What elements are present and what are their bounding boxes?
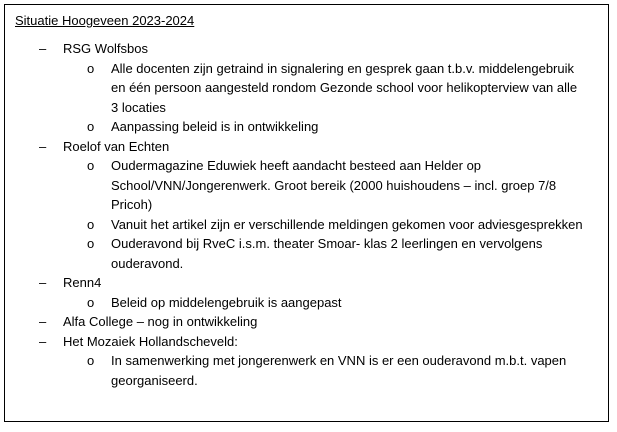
list-item-school <box>5 39 610 59</box>
school-list <box>5 39 610 390</box>
subitem-text: Beleid op middelengebruik is aangepast <box>111 294 342 310</box>
subitem-text: 3 locaties <box>111 99 166 115</box>
list-subitem <box>5 59 578 118</box>
dash-bullet: – <box>39 333 47 349</box>
dash-bullet: – <box>39 41 47 56</box>
text-box <box>4 4 609 422</box>
school-name: RSG Wolfsbos <box>63 41 149 56</box>
list-item-school <box>5 312 610 332</box>
circle-bullet: o <box>87 236 95 251</box>
list-subitem <box>5 293 499 313</box>
list-item-school <box>5 332 610 352</box>
list-subitem <box>5 215 583 235</box>
circle-bullet: o <box>87 60 95 76</box>
subitem-text: Oudermagazine Eduwiek heeft aandacht besteed aan Helder op <box>111 158 482 173</box>
circle-bullet: o <box>87 119 95 134</box>
dash-bullet: – <box>39 138 47 154</box>
subitem-text: Alle docenten zijn getraind in signalering en gesprek gaan t.b.v. middelengebruik <box>111 60 574 76</box>
subitem-text: Vanuit het artikel zijn er verschillende meldingen gekomen voor adviesgesprekken <box>111 216 583 232</box>
subitem-text: School/VNN/Jongerenwerk. Groot bereik (2000 huishoudens – incl. groep 7/8 <box>111 177 557 193</box>
list-subitem <box>5 117 499 137</box>
subitem-text: georganiseerd. <box>111 372 198 388</box>
subitem-text: en één persoon aangesteld rondom Gezonde school voor helikopterview van alle <box>111 80 578 95</box>
subitem-text: Aanpassing beleid is in ontwikkeling <box>111 119 319 134</box>
list-subitem <box>5 156 557 215</box>
list-item-school <box>5 137 610 157</box>
circle-bullet: o <box>87 294 95 310</box>
school-name: Roelof van Echten <box>63 138 170 154</box>
school-name: Alfa College – nog in ontwikkeling <box>63 314 258 329</box>
dash-bullet: – <box>39 275 47 290</box>
list-subitem <box>5 351 567 390</box>
school-name: Het Mozaiek Hollandscheveld: <box>63 333 238 349</box>
dash-bullet: – <box>39 314 47 329</box>
list-item-school <box>5 273 610 293</box>
circle-bullet: o <box>87 353 95 368</box>
subitem-text: ouderavond. <box>111 255 184 271</box>
document-title: Situatie Hoogeveen 2023-2024 <box>15 13 195 28</box>
school-name: Renn4 <box>63 275 102 290</box>
subitem-text: In samenwerking met jongerenwerk en VNN is er een ouderavond m.b.t. vapen <box>111 353 567 368</box>
list-subitem <box>5 234 543 273</box>
circle-bullet: o <box>87 216 95 232</box>
circle-bullet: o <box>87 158 95 173</box>
subitem-text: Pricoh) <box>111 197 153 212</box>
subitem-text: Ouderavond bij RveC i.s.m. theater Smoar- klas 2 leerlingen en vervolgens <box>111 236 543 251</box>
